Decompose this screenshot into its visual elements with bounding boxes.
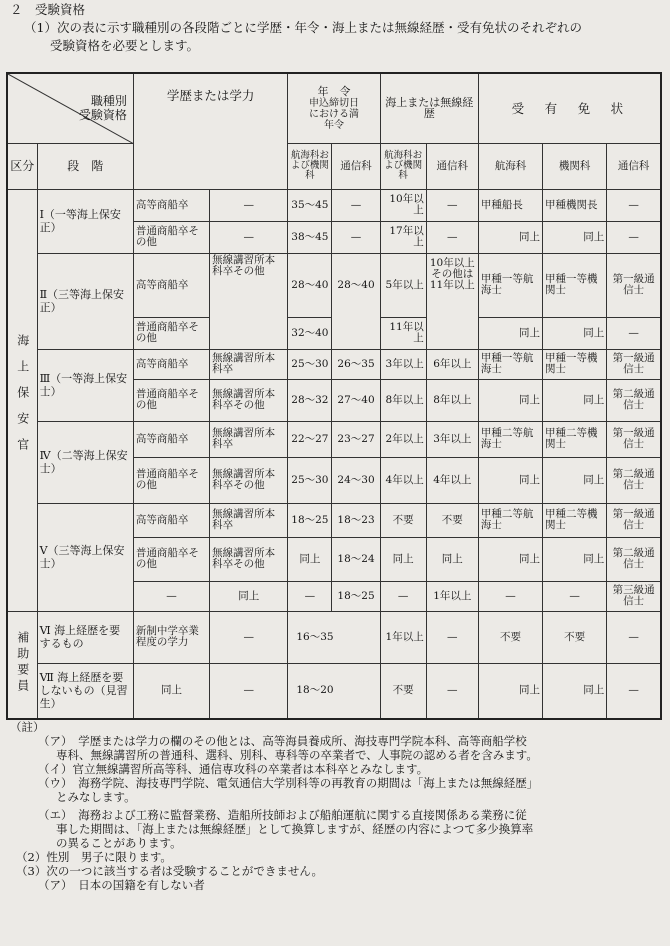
header-age-a: 年 令 xyxy=(317,84,351,98)
cell-age-c: 28～40 xyxy=(332,253,380,349)
grade-2: Ⅱ（三等海上保安正） xyxy=(37,253,133,349)
cell-sea-ne: 2年以上 xyxy=(380,421,426,457)
cell-edu: 高等商船卒 xyxy=(133,253,209,317)
cell-edu: 高等商船卒 xyxy=(133,189,209,221)
cell-lic-comm: — xyxy=(607,189,661,221)
cell-sea-c: 3年以上 xyxy=(426,421,478,457)
cell-lic-eng: 同上 xyxy=(543,379,607,421)
cell-age-ne: 32～40 xyxy=(288,317,332,349)
note-label: （註） xyxy=(10,720,45,734)
grade-5: Ⅴ（三等海上保安士） xyxy=(37,503,133,611)
cell-sea-c: 4年以上 xyxy=(426,457,478,503)
cell-edu: 普通商船卒その他 xyxy=(133,537,209,581)
header-age-d: 年令 xyxy=(323,119,344,131)
grade-3: Ⅲ（一等海上保安士） xyxy=(37,349,133,421)
cell-sea-c: — xyxy=(426,189,478,221)
cell-lic-eng: 同上 xyxy=(543,317,607,349)
cell-sea-c: 6年以上 xyxy=(426,349,478,379)
note-u-2: とみなします。 xyxy=(56,790,136,804)
corner-mid: 受験資格 xyxy=(78,108,127,123)
cell-lic-nav: 同上 xyxy=(478,537,542,581)
cell-age-ne: 38～45 xyxy=(288,221,332,253)
cell-lic-comm: — xyxy=(607,317,661,349)
cell-age-c: — xyxy=(332,189,380,221)
note-3: （3）次の一つに該当する者は受験することができません。 xyxy=(16,864,324,878)
sub-lic-eng: 機関科 xyxy=(543,143,607,189)
cell-edu-comm: 無線講習所本科卒 xyxy=(210,349,288,379)
cell-edu-comm: 無線講習所本科卒その他 xyxy=(210,379,288,421)
cell-lic-comm: — xyxy=(607,221,661,253)
cell-age-ne: 同上 xyxy=(288,537,332,581)
cell-sea-ne: 同上 xyxy=(380,537,426,581)
corner-top: 職種別 xyxy=(90,94,127,109)
corner-division: 区分 xyxy=(7,143,37,189)
cell-age-c: 18～24 xyxy=(332,537,380,581)
note-i-1: （イ）官立無線講習所高等科、通信専攻科の卒業者は本科卒とみなします。 xyxy=(38,762,429,776)
cell-edu-comm: — xyxy=(210,189,288,221)
cell-lic-eng: 不要 xyxy=(543,611,607,663)
cell-age-c: 24～30 xyxy=(332,457,380,503)
cell-age: 16～35 xyxy=(288,611,380,663)
cell-age-c: 18～25 xyxy=(332,581,380,611)
group-coast-guard: 海上保安官 xyxy=(7,189,37,611)
cell-edu: 普通商船卒その他 xyxy=(133,317,209,349)
cell-lic-eng: 甲種一等機関士 xyxy=(543,253,607,317)
grade-4: Ⅳ（二等海上保安士） xyxy=(37,421,133,503)
cell-age-ne: 18～25 xyxy=(288,503,332,537)
cell-sea-c: — xyxy=(426,611,478,663)
grade-1: Ⅰ（一等海上保安正） xyxy=(37,189,133,253)
cell-lic-eng: 甲種二等機関士 xyxy=(543,503,607,537)
cell-sea-ne: 11年以上 xyxy=(380,317,426,349)
cell-lic-nav: 同上 xyxy=(478,221,542,253)
grade-6: Ⅵ 海上経歴を要するもの xyxy=(37,611,133,663)
sub-age-nav-eng: 航海科および機関科 xyxy=(288,143,332,189)
cell-edu-comm: 無線講習所本科卒その他 xyxy=(210,537,288,581)
cell-sea-ne: 3年以上 xyxy=(380,349,426,379)
cell-age-ne: 35～45 xyxy=(288,189,332,221)
header-age xyxy=(288,73,380,143)
cell-lic-nav: 同上 xyxy=(478,317,542,349)
cell-age-c: 23～27 xyxy=(332,421,380,457)
cell-edu: 新制中学卒業程度の学力 xyxy=(133,611,209,663)
cell-edu-comm: — xyxy=(210,663,288,719)
header-education: 学歴または学力 xyxy=(133,73,287,189)
cell-lic-comm: 第一級通信士 xyxy=(607,253,661,317)
cell-age-c: 18～23 xyxy=(332,503,380,537)
sub-age-comm: 通信科 xyxy=(332,143,380,189)
cell-edu-comm: — xyxy=(210,221,288,253)
note-a-2: 専科、無線講習所の普通科、選科、別科、専科等の卒業者で、人事院の認める者を含みます。 xyxy=(56,748,538,762)
cell-edu-comm: 同上 xyxy=(210,581,288,611)
grade-7: Ⅶ 海上経歴を要しないもの（見習生） xyxy=(37,663,133,719)
cell-edu: 普通商船卒その他 xyxy=(133,221,209,253)
cell-sea-c: 8年以上 xyxy=(426,379,478,421)
note-e-2: 事した期間は、「海上または無線経歴」として換算しますが、経歴の内容によつて多少換算率 xyxy=(56,822,534,836)
header-license: 受 有 免 状 xyxy=(478,73,661,143)
intro-line-1: （1）次の表に示す職種別の各段階ごとに学歴・年令・海上または無線経歴・受有免状のそれぞれの xyxy=(24,20,582,35)
cell-edu: 同上 xyxy=(133,663,209,719)
cell-lic-comm: 第三級通信士 xyxy=(607,581,661,611)
header-age-b: 申込締切日 xyxy=(308,97,359,109)
note-e-3: の異ることがあります。 xyxy=(56,836,182,850)
cell-lic-eng: 甲種一等機関士 xyxy=(543,349,607,379)
cell-age-c: 26～35 xyxy=(332,349,380,379)
cell-lic-eng: 甲種二等機関士 xyxy=(543,421,607,457)
note-e-1: （エ） 海務および工務に監督業務、造船所技師および船舶運航に関する直接関係ある業務に従 xyxy=(38,808,527,822)
cell-sea-c: 10年以上その他は11年以上 xyxy=(426,253,478,349)
group-auxiliary: 補助要員 xyxy=(7,611,37,719)
cell-age-c: — xyxy=(332,221,380,253)
note-2: （2）性別 男子に限ります。 xyxy=(16,850,172,864)
cell-edu: 普通商船卒その他 xyxy=(133,457,209,503)
cell-sea-c: 1年以上 xyxy=(426,581,478,611)
cell-sea-ne: 不要 xyxy=(380,663,426,719)
cell-age-ne: 25～30 xyxy=(288,457,332,503)
cell-sea-c: 不要 xyxy=(426,503,478,537)
cell-lic-comm: — xyxy=(607,611,661,663)
cell-age-ne: 28～40 xyxy=(288,253,332,317)
cell-edu: 高等商船卒 xyxy=(133,503,209,537)
requirements-table xyxy=(6,72,662,720)
cell-lic-eng: 同上 xyxy=(543,457,607,503)
notes xyxy=(10,720,665,892)
cell-sea-ne: — xyxy=(380,581,426,611)
header-sea: 海上または無線経歴 xyxy=(380,73,478,143)
cell-edu: 普通商船卒その他 xyxy=(133,379,209,421)
sub-lic-comm: 通信科 xyxy=(607,143,661,189)
cell-sea-ne: 5年以上 xyxy=(380,253,426,317)
cell-edu-comm: 無線講習所本科卒その他 xyxy=(210,457,288,503)
cell-edu-comm: 無線講習所本科卒 xyxy=(210,421,288,457)
cell-lic-eng: 甲種機関長 xyxy=(543,189,607,221)
cell-lic-nav: 甲種一等航海士 xyxy=(478,349,542,379)
cell-age-c: 27～40 xyxy=(332,379,380,421)
note-a-1: （ア） 学歴または学力の欄のその他とは、高等海員養成所、海技専門学院本科、高等商船学校 xyxy=(38,734,527,748)
cell-lic-nav: 甲種二等航海士 xyxy=(478,503,542,537)
cell-lic-comm: — xyxy=(607,663,661,719)
cell-lic-comm: 第二級通信士 xyxy=(607,457,661,503)
cell-sea-ne: 17年以上 xyxy=(380,221,426,253)
note-3-a: （ア） 日本の国籍を有しない者 xyxy=(38,878,205,892)
cell-lic-comm: 第二級通信士 xyxy=(607,379,661,421)
cell-edu: 高等商船卒 xyxy=(133,421,209,457)
note-u-1: （ウ） 海務学院、海技専門学院、電気通信大学別科等の再教育の期間は「海上または無線経歴」 xyxy=(38,776,539,790)
cell-age-ne: — xyxy=(288,581,332,611)
cell-age-ne: 28～32 xyxy=(288,379,332,421)
section-title: ２ 受験資格 xyxy=(10,2,86,17)
corner-stage: 段 階 xyxy=(37,143,133,189)
cell-age-ne: 25～30 xyxy=(288,349,332,379)
cell-edu: 高等商船卒 xyxy=(133,349,209,379)
cell-sea-ne: 1年以上 xyxy=(380,611,426,663)
cell-lic-comm: 第二級通信士 xyxy=(607,537,661,581)
cell-sea-c: 同上 xyxy=(426,537,478,581)
sub-sea-nav-eng: 航海科および機関科 xyxy=(380,143,426,189)
cell-lic-nav: 同上 xyxy=(478,457,542,503)
cell-edu-comm: 無線講習所本科卒 xyxy=(210,503,288,537)
cell-lic-comm: 第一級通信士 xyxy=(607,503,661,537)
cell-lic-eng: 同上 xyxy=(543,537,607,581)
cell-lic-eng: — xyxy=(543,581,607,611)
intro-line-2: 受験資格を必要とします。 xyxy=(50,38,200,53)
cell-age: 18～20 xyxy=(288,663,380,719)
cell-lic-nav: — xyxy=(478,581,542,611)
cell-lic-comm: 第一級通信士 xyxy=(607,421,661,457)
cell-edu: — xyxy=(133,581,209,611)
cell-lic-eng: 同上 xyxy=(543,221,607,253)
cell-lic-nav: 甲種船長 xyxy=(478,189,542,221)
cell-sea-c: — xyxy=(426,221,478,253)
cell-sea-ne: 4年以上 xyxy=(380,457,426,503)
sub-sea-comm: 通信科 xyxy=(426,143,478,189)
cell-sea-ne: 不要 xyxy=(380,503,426,537)
cell-edu-comm: 無線講習所本科卒その他 xyxy=(210,253,288,349)
corner-header xyxy=(7,73,133,143)
cell-lic-eng: 同上 xyxy=(543,663,607,719)
sub-lic-nav: 航海科 xyxy=(478,143,542,189)
cell-sea-ne: 8年以上 xyxy=(380,379,426,421)
cell-lic-nav: 甲種一等航海士 xyxy=(478,253,542,317)
cell-lic-nav: 不要 xyxy=(478,611,542,663)
cell-sea-c: — xyxy=(426,663,478,719)
cell-age-ne: 22～27 xyxy=(288,421,332,457)
header-age-c: における満 xyxy=(308,108,359,120)
cell-sea-ne: 10年以上 xyxy=(380,189,426,221)
cell-edu-comm: — xyxy=(210,611,288,663)
cell-lic-nav: 同上 xyxy=(478,663,542,719)
cell-lic-nav: 同上 xyxy=(478,379,542,421)
cell-lic-comm: 第一級通信士 xyxy=(607,349,661,379)
cell-lic-nav: 甲種二等航海士 xyxy=(478,421,542,457)
